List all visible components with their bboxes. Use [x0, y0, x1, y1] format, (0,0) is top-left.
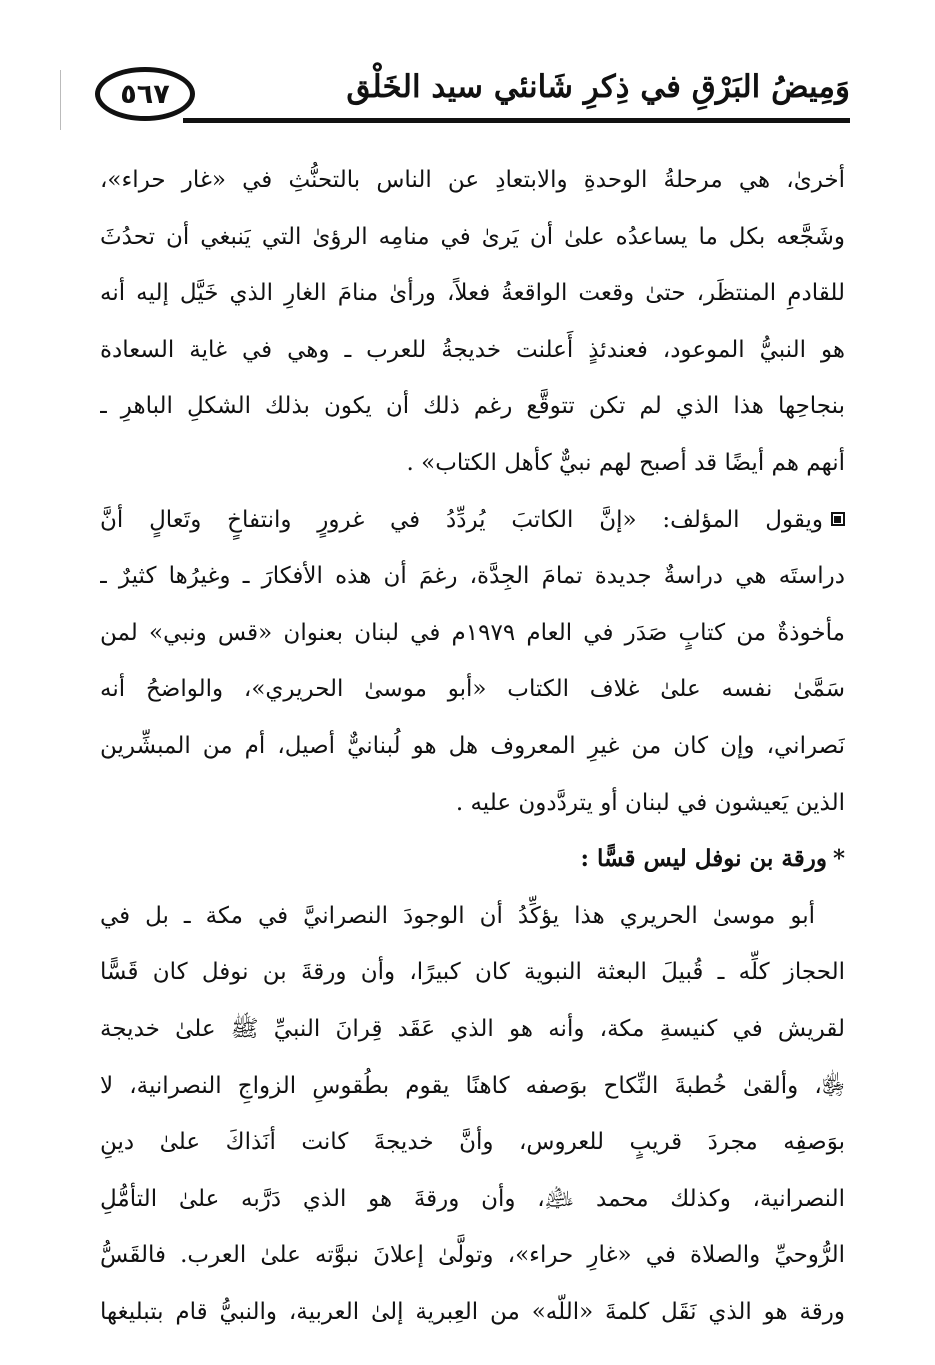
- text-line: سَمَّىٰ نفسه علىٰ غلاف الكتاب «أبو موسىٰ الحريري»، والواضحُ أنه: [100, 676, 845, 703]
- text-line: نَصراني، وإن كان من غيرِ المعروف هل هو لُبنانيٌّ أصيل، أم من المبشِّرين: [100, 732, 845, 759]
- text-line: للقادمِ المنتظَر، حتىٰ وقعت الواقعةُ فعلاً، ورأىٰ منامَ الغارِ الذي خَيَّل إليه أنه: [100, 280, 845, 307]
- text-line: أنهم هم أيضًا قد أصبح لهم نبيٌّ كأهل الكتاب» .: [406, 449, 845, 476]
- header-divider: [183, 118, 850, 123]
- page-body: [100, 152, 845, 1340]
- page-number-badge: [95, 67, 195, 121]
- text-line: ﵂، وألقىٰ خُطبةَ النِّكاح بوَصفه كاهنًا يقوم بطُقوسِ الزواجِ النصرانية، لا: [100, 1072, 845, 1099]
- page-number: ٥٦٧: [120, 78, 170, 110]
- margin-rule: [60, 70, 61, 130]
- text-line: الذين يَعيشون في لبنان أو يتردَّدون عليه .: [455, 789, 845, 816]
- text-line: مأخوذةٌ من كتابٍ صَدَر في العام ١٩٧٩م في لبنان بعنوان «قس ونبي» لمن: [100, 619, 845, 646]
- section-heading-text: ورقة بن نوفل ليس قسًّا :: [580, 845, 827, 873]
- section-heading: [100, 831, 845, 888]
- text-line: وشَجَّعه بكل ما يساعدُه علىٰ أن يَرىٰ في منامِه الرؤىٰ التي يَنبغي أن تحدُثَ: [100, 223, 845, 250]
- text-line: بوَصفِه مجردَ قريبٍ للعروس، وأنَّ خديجةَ كانت أنَذاكَ علىٰ دينِ: [100, 1129, 845, 1156]
- page-header: [95, 60, 850, 134]
- text-line: ويقول المؤلف: «إنَّ الكاتبَ يُردِّدُ في غرورٍ وانتفاخٍ وتَعالٍ أنَّ: [100, 506, 823, 533]
- text-line: الحجاز كلِّه ـ قُبيلَ البعثة النبوية كان كبيرًا، وأن ورقةَ بن نوفل كان قَسًّا: [100, 959, 845, 986]
- text-line: هو النبيُّ الموعود، فعندئذٍ أَعلنت خديجةُ للعرب ـ وهي في غاية السعادة: [100, 336, 845, 363]
- text-line: لقريش في كنيسةِ مكة، وأنه هو الذي عَقَد قِرانَ النبيِّ ﷺ علىٰ خديجة: [100, 1015, 845, 1042]
- text-line: أخرىٰ، هي مرحلةُ الوحدةِ والابتعادِ عن الناس بالتحنُّثِ في «غار حراء»،: [100, 167, 845, 193]
- text-line: الرُّوحيِّ والصلاة في «غارِ حراء»، وتولَّىٰ إعلانَ نبوَّته علىٰ العرب. فالقَسُّ: [100, 1242, 845, 1269]
- heading-star-icon: *: [832, 845, 845, 873]
- running-title: وَمِيضُ البَرْقِ في ذِكرِ شَانئي سيد الخَلْق: [346, 69, 850, 105]
- text-line: النصرانية، وكذلك محمد ﵇، وأن ورقةَ هو الذي دَرَّبه علىٰ التأمُّلِ: [100, 1185, 845, 1212]
- text-line: بنجاحِها هذا الذي لم تكن تتوقَّع رغم ذلك أن يكون بذلك الشكلِ الباهرِ ـ: [100, 393, 845, 420]
- text-line: ورقة هو الذي نَقَل كلمةَ «اللّه» من العِبرية إلىٰ العربية، والنبيُّ قام بتبليغها: [100, 1298, 845, 1325]
- paragraph-first-line: [100, 492, 845, 549]
- text-line: أبو موسىٰ الحريري هذا يؤكِّدُ أن الوجودَ النصرانيَّ في مكة ـ بل في: [100, 902, 815, 929]
- square-bullet-icon: [831, 512, 845, 526]
- text-line: دراستَه هي دراسةٌ جديدة تمامَ الجِدَّة، رغمَ أن هذه الأفكارَ ـ وغيرُها كثيرٌ ـ: [100, 563, 845, 590]
